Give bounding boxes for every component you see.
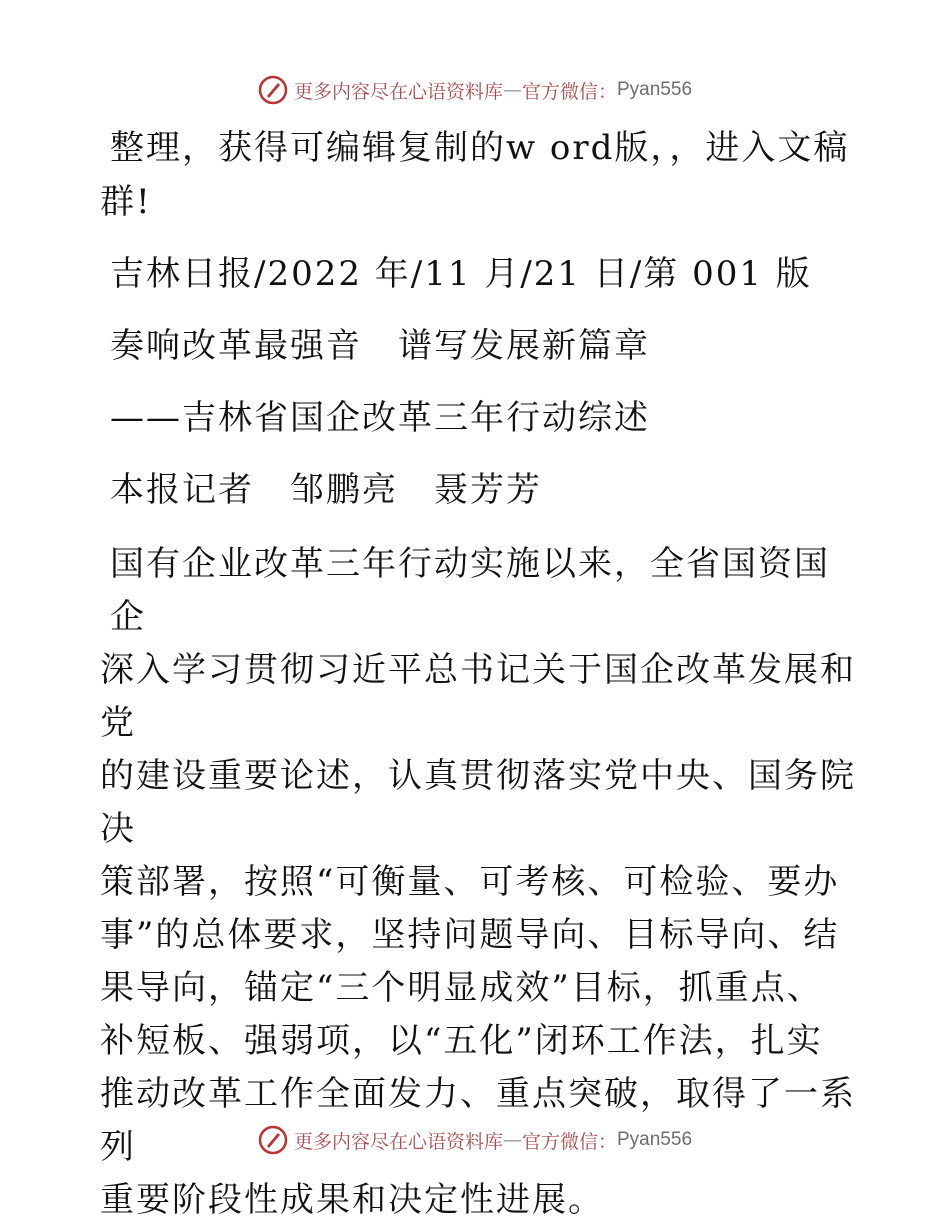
body-line: 策部署，按照“可衡量、可考核、可检验、要办 [100,862,840,902]
footer-watermark [0,1120,950,1160]
quill-logo-icon [258,1125,288,1155]
body-line: 国有企业改革三年行动实施以来，全省国资国企 [110,544,830,637]
watermark-separator: — [502,1129,522,1151]
watermark-handle: Pyan556 [617,79,693,100]
watermark-official: 官方微信： [521,1130,617,1153]
intro-line-1: 整理，获得可编辑复制的w ord版，，进入文稿 [110,128,850,168]
body-line: 补短板、强弱项，以“五化”闭环工作法，扎实 [100,1021,823,1061]
headline: 奏响改革最强音 谱写发展新篇章 [110,326,650,366]
watermark-separator: — [502,79,522,101]
body-line: 推动改革工作全面发力、重点突破，取得了一系列 [100,1074,856,1167]
subheadline: ——吉林省国企改革三年行动综述 [110,398,650,438]
watermark-text: 更多内容尽在心语资料库 [293,80,503,103]
watermark-text: 更多内容尽在心语资料库 [293,1130,503,1153]
intro-line-2: 群! [100,182,152,222]
body-line: 事”的总体要求，坚持问题导向、目标导向、结 [100,915,840,955]
watermark-handle: Pyan556 [617,1129,693,1150]
quill-logo-icon [258,75,288,105]
dateline: 吉林日报/2022 年/11 月/21 日/第 001 版 [110,254,812,294]
body-line: 的建设重要论述，认真贯彻落实党中央、国务院决 [100,756,856,849]
byline: 本报记者 邹鹏亮 聂芳芳 [110,470,542,510]
document-body [100,120,860,1227]
header-watermark [0,70,950,110]
body-line: 重要阶段性成果和决定性进展。 [100,1180,604,1220]
body-line: 果导向，锚定“三个明显成效”目标，抓重点、 [100,968,823,1008]
body-line: 深入学习贯彻习近平总书记关于国企改革发展和党 [100,650,856,743]
watermark-official: 官方微信： [521,80,617,103]
